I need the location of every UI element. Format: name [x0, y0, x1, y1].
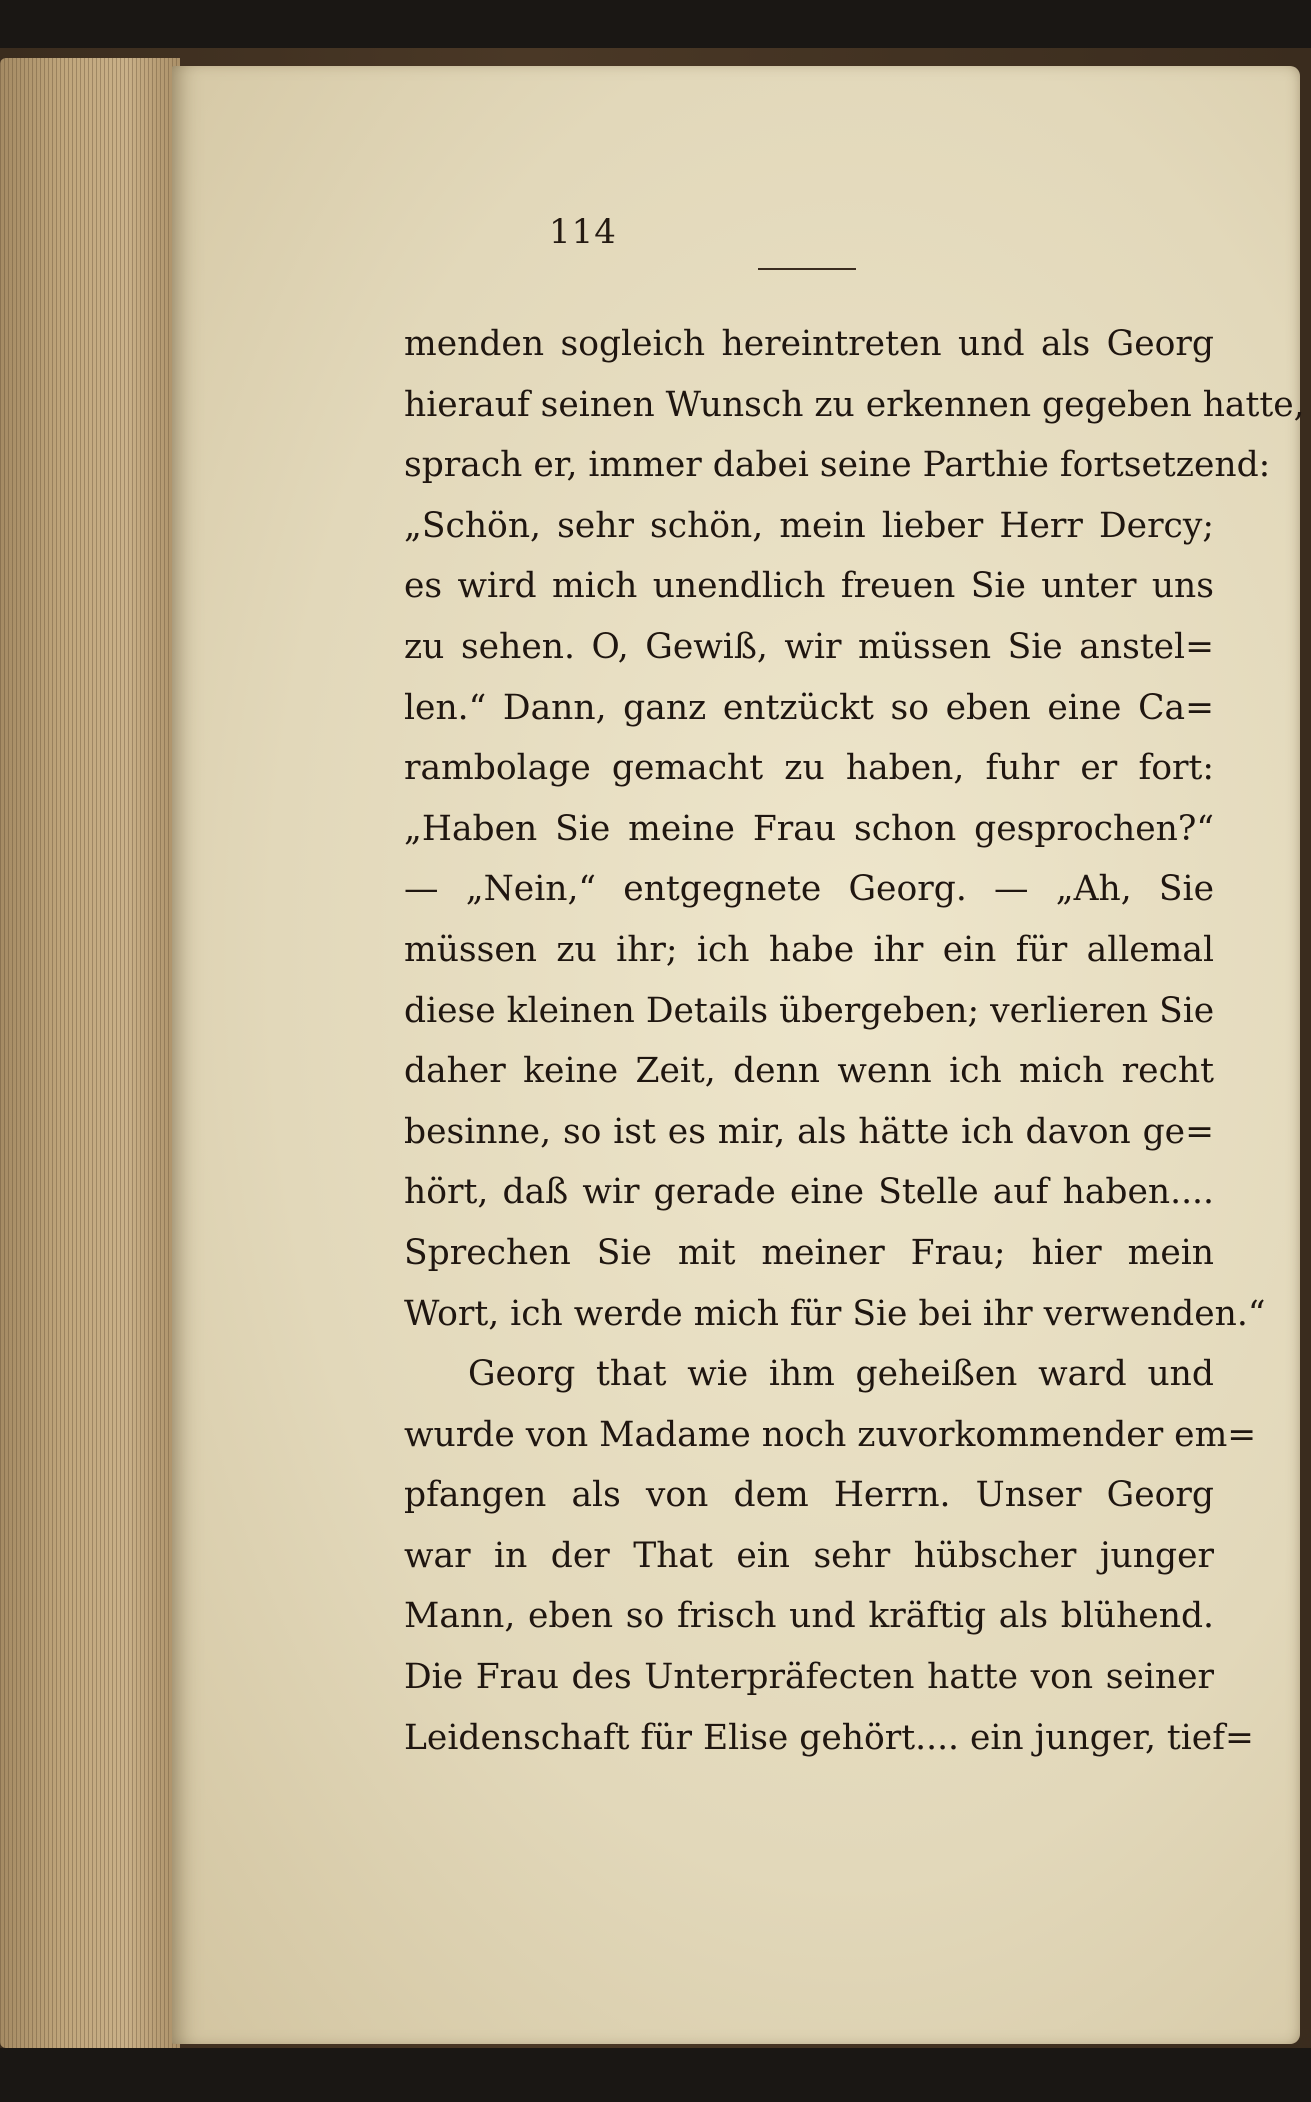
- body-text: [404, 314, 1305, 1768]
- text-line: „Haben Sie meine Frau schon gesprochen?“: [404, 808, 1214, 849]
- text-line: Leidenschaft für Elise gehört.... ein junger, tief=: [404, 1717, 1254, 1758]
- text-line: Mann, eben so frisch und kräftig als blühend.: [404, 1596, 1214, 1637]
- text-line: daher keine Zeit, denn wenn ich mich recht: [404, 1051, 1214, 1092]
- text-line: menden sogleich hereintreten und als Georg: [404, 324, 1214, 364]
- text-line: len.“ Dann, ganz entzückt so eben eine Ca=: [404, 687, 1214, 728]
- text-line: hierauf seinen Wunsch zu erkennen gegeben hatte,: [404, 384, 1305, 425]
- text-line: Georg that wie ihm geheißen ward und: [468, 1354, 1214, 1395]
- text-line: „Schön, sehr schön, mein lieber Herr Dercy;: [404, 505, 1214, 546]
- text-line: rambolage gemacht zu haben, fuhr er fort:: [404, 748, 1214, 789]
- page-number-rule: [758, 268, 856, 270]
- page-edges: [0, 58, 180, 2048]
- text-line: — „Nein,“ entgegnete Georg. — „Ah, Sie: [404, 869, 1214, 910]
- text-line: Sprechen Sie mit meiner Frau; hier mein: [404, 1232, 1214, 1273]
- text-line: war in der That ein sehr hübscher junger: [404, 1535, 1214, 1576]
- text-line: zu sehen. O, Gewiß, wir müssen Sie anstel=: [404, 626, 1214, 667]
- text-line: pfangen als von dem Herrn. Unser Georg: [404, 1475, 1214, 1516]
- text-line: sprach er, immer dabei seine Parthie fortsetzend:: [404, 445, 1271, 486]
- text-line: Die Frau des Unterpräfecten hatte von seiner: [404, 1657, 1214, 1698]
- text-line: es wird mich unendlich freuen Sie unter uns: [404, 566, 1214, 607]
- text-line: müssen zu ihr; ich habe ihr ein für allemal: [404, 929, 1214, 970]
- text-line: wurde von Madame noch zuvorkommender em=: [404, 1414, 1257, 1455]
- text-line: besinne, so ist es mir, als hätte ich davon ge=: [404, 1111, 1214, 1152]
- text-line: diese kleinen Details übergeben; verlieren Sie: [404, 990, 1215, 1031]
- page-number: 114: [549, 212, 617, 252]
- text-line: hört, daß wir gerade eine Stelle auf haben....: [404, 1172, 1214, 1213]
- text-line: Wort, ich werde mich für Sie bei ihr verwenden.“: [404, 1293, 1266, 1334]
